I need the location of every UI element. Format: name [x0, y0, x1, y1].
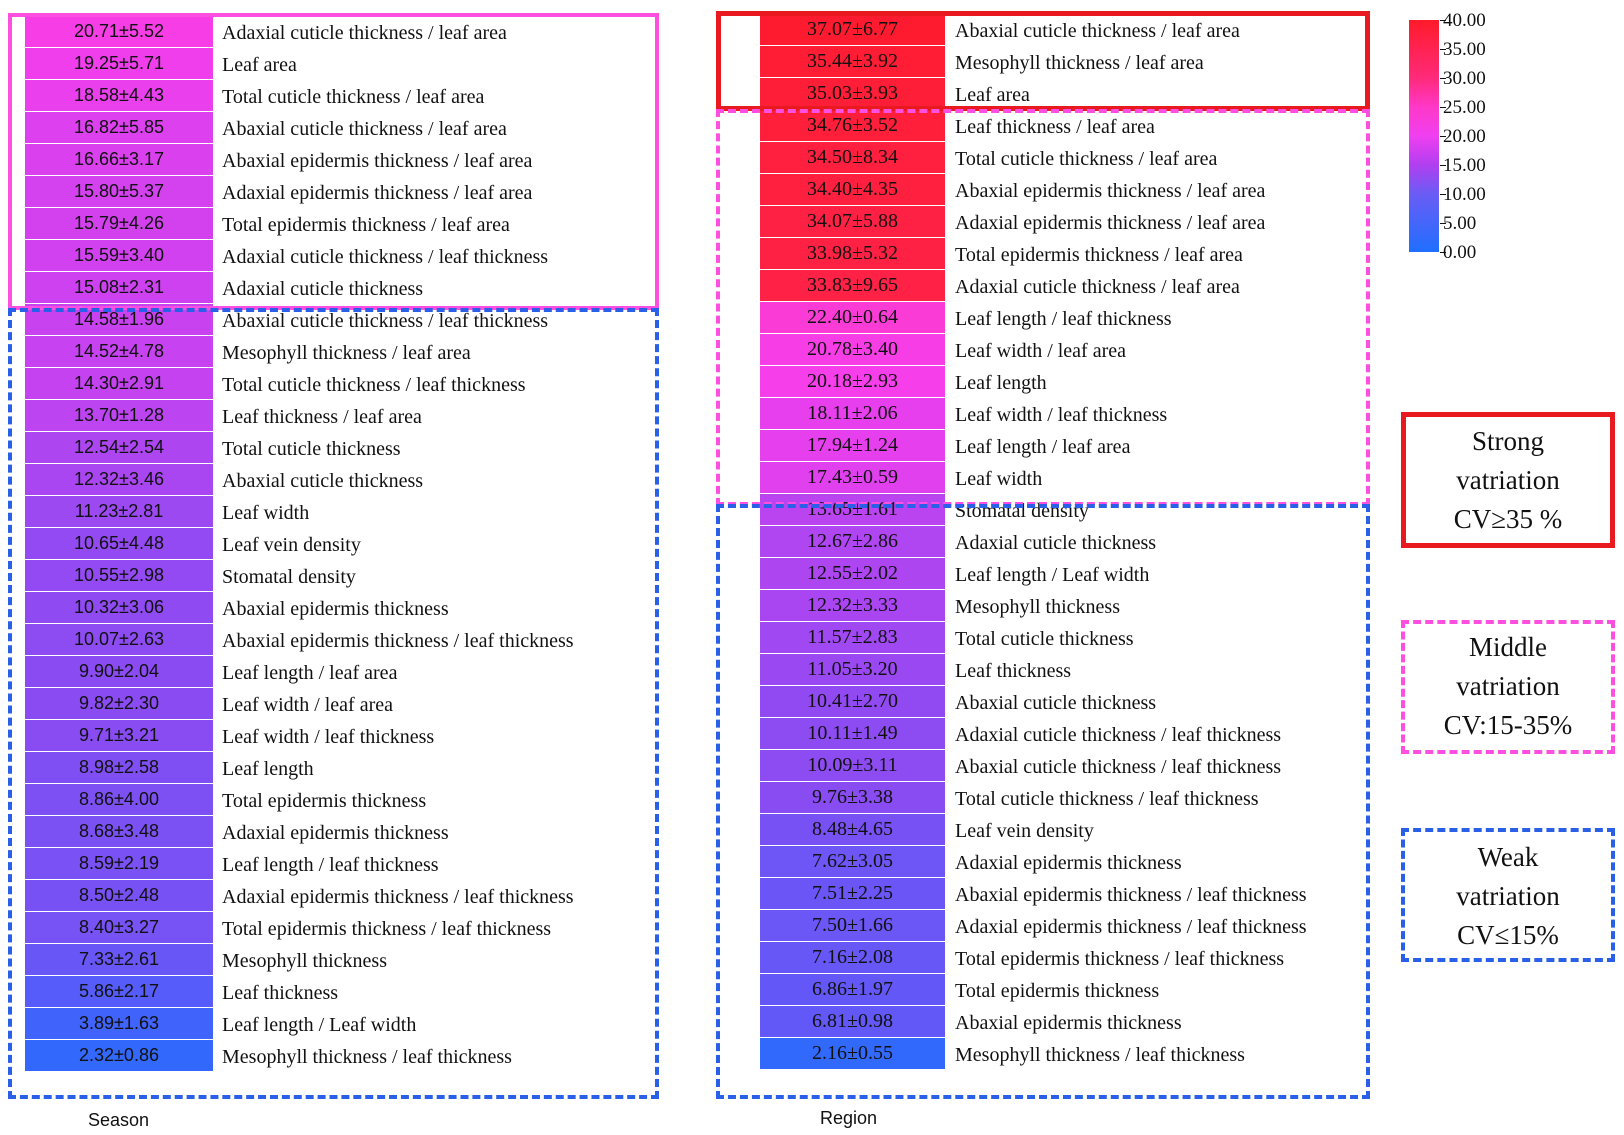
colorbar-tick-label: 0.00	[1443, 242, 1477, 263]
heatmap-row-label: Mesophyll thickness	[222, 950, 387, 972]
heatmap-cell: 8.40±3.27	[25, 912, 213, 944]
heatmap-row-label: Leaf length / leaf thickness	[955, 308, 1172, 330]
heatmap-cell: 37.07±6.77	[760, 14, 945, 46]
heatmap-cell: 8.48±4.65	[760, 814, 945, 846]
heatmap-cell: 2.16±0.55	[760, 1038, 945, 1070]
legend-middle-line-1: Middle	[1469, 632, 1547, 662]
heatmap-cell: 15.59±3.40	[25, 240, 213, 272]
heatmap-cell: 12.54±2.54	[25, 432, 213, 464]
heatmap-row-label: Adaxial cuticle thickness / leaf area	[955, 276, 1240, 298]
heatmap-cell: 10.65±4.48	[25, 528, 213, 560]
heatmap-row-label: Leaf vein density	[222, 534, 361, 556]
heatmap-row-label: Adaxial epidermis thickness	[222, 822, 449, 844]
heatmap-row-label: Adaxial epidermis thickness / leaf thickness	[222, 886, 574, 908]
heatmap-row-label: Leaf width / leaf thickness	[222, 726, 435, 748]
heatmap-row-label: Abaxial epidermis thickness / leaf thickness	[222, 630, 574, 652]
colorbar	[1409, 20, 1439, 252]
heatmap-cell: 12.67±2.86	[760, 526, 945, 558]
heatmap-row-label: Total cuticle thickness	[222, 438, 401, 460]
heatmap-cell: 13.65±1.61	[760, 494, 945, 526]
heatmap-cell: 10.07±2.63	[25, 624, 213, 656]
heatmap-row-label: Adaxial epidermis thickness	[955, 852, 1182, 874]
heatmap-cell: 10.41±2.70	[760, 686, 945, 718]
heatmap-row-label: Abaxial cuticle thickness	[222, 470, 424, 492]
legend-weak-line-3: CV≤15%	[1457, 920, 1559, 950]
heatmap-cell: 9.76±3.38	[760, 782, 945, 814]
legend-weak-text	[1406, 838, 1610, 955]
heatmap-row-label: Abaxial epidermis thickness	[955, 1012, 1182, 1034]
heatmap-row-label: Leaf width	[955, 468, 1043, 490]
heatmap-row-label: Abaxial cuticle thickness / leaf thickness	[955, 756, 1282, 778]
heatmap-cell: 16.82±5.85	[25, 112, 213, 144]
heatmap-row-label: Total epidermis thickness	[955, 980, 1160, 1002]
heatmap-row-label: Stomatal density	[955, 500, 1089, 522]
heatmap-cell: 17.43±0.59	[760, 462, 945, 494]
colorbar-tick-label: 10.00	[1443, 184, 1486, 205]
heatmap-cell: 18.58±4.43	[25, 80, 213, 112]
heatmap-row-label: Adaxial epidermis thickness / leaf area	[955, 212, 1266, 234]
heatmap-row-label: Abaxial cuticle thickness / leaf area	[222, 118, 507, 140]
heatmap-row-label: Leaf length / Leaf width	[222, 1014, 417, 1036]
heatmap-row-label: Mesophyll thickness / leaf thickness	[222, 1046, 512, 1068]
heatmap-cell: 14.30±2.91	[25, 368, 213, 400]
heatmap-cell: 15.80±5.37	[25, 176, 213, 208]
season-axis-label: Season	[88, 1110, 150, 1130]
heatmap-cell: 7.62±3.05	[760, 846, 945, 878]
heatmap-row-label: Leaf length / leaf area	[955, 436, 1131, 458]
heatmap-cell: 35.44±3.92	[760, 46, 945, 78]
legend-middle-line-2: vatriation	[1456, 671, 1560, 701]
heatmap-cell: 12.32±3.33	[760, 590, 945, 622]
heatmap-cell: 18.11±2.06	[760, 398, 945, 430]
heatmap-cell: 9.90±2.04	[25, 656, 213, 688]
heatmap-row-label: Mesophyll thickness	[955, 596, 1120, 618]
heatmap-row-label: Leaf thickness	[222, 982, 339, 1004]
heatmap-row-label: Total cuticle thickness / leaf area	[222, 86, 485, 108]
heatmap-cell: 15.08±2.31	[25, 272, 213, 304]
heatmap-row-label: Leaf length / Leaf width	[955, 564, 1150, 586]
heatmap-row-label: Leaf area	[222, 54, 297, 76]
heatmap-cell: 33.83±9.65	[760, 270, 945, 302]
heatmap-row-label: Total epidermis thickness / leaf thickness	[955, 948, 1285, 970]
heatmap-row-label: Leaf area	[955, 84, 1030, 106]
heatmap-cell: 14.58±1.96	[25, 304, 213, 336]
heatmap-cell: 8.68±3.48	[25, 816, 213, 848]
heatmap-row-label: Abaxial epidermis thickness / leaf area	[955, 180, 1266, 202]
heatmap-row-label: Adaxial cuticle thickness	[222, 278, 424, 300]
heatmap-row-label: Total epidermis thickness / leaf thickness	[222, 918, 552, 940]
heatmap-cell: 9.71±3.21	[25, 720, 213, 752]
heatmap-cell: 12.55±2.02	[760, 558, 945, 590]
heatmap-row-label: Adaxial cuticle thickness / leaf thickness	[955, 724, 1282, 746]
season-weak-variation-box	[8, 308, 659, 1099]
heatmap-cell: 10.09±3.11	[760, 750, 945, 782]
heatmap-row-label: Adaxial epidermis thickness / leaf thickness	[955, 916, 1307, 938]
heatmap-row-label: Total epidermis thickness / leaf area	[222, 214, 510, 236]
colorbar-tick-label: 15.00	[1443, 155, 1486, 176]
heatmap-cell: 34.50±8.34	[760, 142, 945, 174]
heatmap-row-label: Leaf thickness	[955, 660, 1072, 682]
heatmap-cell: 7.50±1.66	[760, 910, 945, 942]
heatmap-row-label: Leaf width / leaf area	[222, 694, 394, 716]
heatmap-cell: 6.86±1.97	[760, 974, 945, 1006]
heatmap-row-label: Total cuticle thickness / leaf thickness	[955, 788, 1259, 810]
legend-middle-text	[1406, 628, 1610, 745]
heatmap-row-label: Leaf width / leaf thickness	[955, 404, 1168, 426]
heatmap-cell: 17.94±1.24	[760, 430, 945, 462]
heatmap-cell: 34.76±3.52	[760, 110, 945, 142]
legend-weak-line-1: Weak	[1477, 842, 1539, 872]
heatmap-cell: 10.11±1.49	[760, 718, 945, 750]
heatmap-row-label: Total epidermis thickness	[222, 790, 427, 812]
heatmap-row-label: Stomatal density	[222, 566, 356, 588]
heatmap-row-label: Leaf width	[222, 502, 310, 524]
region-strong-variation-box	[716, 11, 1370, 111]
heatmap-row-label: Leaf length	[222, 758, 314, 780]
heatmap-cell: 10.32±3.06	[25, 592, 213, 624]
heatmap-cell: 11.05±3.20	[760, 654, 945, 686]
heatmap-row-label: Mesophyll thickness / leaf area	[955, 52, 1204, 74]
heatmap-row-label: Total cuticle thickness / leaf thickness	[222, 374, 526, 396]
colorbar-tick-label: 30.00	[1443, 68, 1486, 89]
heatmap-row-label: Adaxial cuticle thickness / leaf area	[222, 22, 507, 44]
region-axis-label: Region	[820, 1108, 878, 1128]
region-weak-variation-box	[716, 504, 1370, 1099]
heatmap-cell: 14.52±4.78	[25, 336, 213, 368]
heatmap-cell: 34.40±4.35	[760, 174, 945, 206]
heatmap-cell: 20.78±3.40	[760, 334, 945, 366]
heatmap-row-label: Adaxial cuticle thickness	[955, 532, 1157, 554]
heatmap-cell: 5.86±2.17	[25, 976, 213, 1008]
heatmap-cell: 8.59±2.19	[25, 848, 213, 880]
heatmap-row-label: Leaf width / leaf area	[955, 340, 1127, 362]
heatmap-row-label: Abaxial cuticle thickness / leaf thickness	[222, 310, 549, 332]
heatmap-row-label: Total epidermis thickness / leaf area	[955, 244, 1243, 266]
colorbar-tick-label: 40.00	[1443, 10, 1486, 31]
legend-strong-line-3: CV≥35 %	[1453, 504, 1563, 534]
colorbar-tick-label: 25.00	[1443, 97, 1486, 118]
heatmap-row-label: Abaxial epidermis thickness / leaf thickness	[955, 884, 1307, 906]
region-middle-variation-box	[716, 109, 1370, 506]
heatmap-cell: 34.07±5.88	[760, 206, 945, 238]
season-middle-variation-box	[8, 13, 659, 310]
heatmap-row-label: Leaf length	[955, 372, 1047, 394]
heatmap-cell: 22.40±0.64	[760, 302, 945, 334]
heatmap-row-label: Leaf length / leaf thickness	[222, 854, 439, 876]
heatmap-cell: 12.32±3.46	[25, 464, 213, 496]
heatmap-row-label: Abaxial cuticle thickness / leaf area	[955, 20, 1240, 42]
colorbar-tick-label: 5.00	[1443, 213, 1477, 234]
heatmap-cell: 3.89±1.63	[25, 1008, 213, 1040]
colorbar-tick-label: 20.00	[1443, 126, 1486, 147]
heatmap-cell: 16.66±3.17	[25, 144, 213, 176]
heatmap-cell: 33.98±5.32	[760, 238, 945, 270]
legend-middle-line-3: CV:15-35%	[1443, 710, 1573, 740]
heatmap-cell: 7.16±2.08	[760, 942, 945, 974]
heatmap-row-label: Abaxial epidermis thickness / leaf area	[222, 150, 533, 172]
heatmap-row-label: Total cuticle thickness	[955, 628, 1134, 650]
legend-weak-line-2: vatriation	[1456, 881, 1560, 911]
heatmap-row-label: Abaxial epidermis thickness	[222, 598, 449, 620]
heatmap-cell: 6.81±0.98	[760, 1006, 945, 1038]
heatmap-cell: 10.55±2.98	[25, 560, 213, 592]
legend-strong-text	[1406, 422, 1610, 539]
heatmap-cell: 8.98±2.58	[25, 752, 213, 784]
heatmap-cell: 20.18±2.93	[760, 366, 945, 398]
heatmap-cell: 20.71±5.52	[25, 16, 213, 48]
heatmap-cell: 7.33±2.61	[25, 944, 213, 976]
heatmap-row-label: Total cuticle thickness / leaf area	[955, 148, 1218, 170]
heatmap-cell: 8.86±4.00	[25, 784, 213, 816]
heatmap-row-label: Mesophyll thickness / leaf thickness	[955, 1044, 1245, 1066]
heatmap-cell: 8.50±2.48	[25, 880, 213, 912]
heatmap-cell: 7.51±2.25	[760, 878, 945, 910]
heatmap-cell: 19.25±5.71	[25, 48, 213, 80]
heatmap-cell: 15.79±4.26	[25, 208, 213, 240]
heatmap-cell: 13.70±1.28	[25, 400, 213, 432]
heatmap-row-label: Adaxial cuticle thickness / leaf thickness	[222, 246, 549, 268]
heatmap-row-label: Adaxial epidermis thickness / leaf area	[222, 182, 533, 204]
heatmap-row-label: Leaf length / leaf area	[222, 662, 398, 684]
legend-strong-line-2: vatriation	[1456, 465, 1560, 495]
legend-strong-line-1: Strong	[1471, 426, 1544, 456]
colorbar-tick-label: 35.00	[1443, 39, 1486, 60]
heatmap-row-label: Abaxial cuticle thickness	[955, 692, 1157, 714]
heatmap-cell: 11.57±2.83	[760, 622, 945, 654]
heatmap-row-label: Leaf vein density	[955, 820, 1094, 842]
heatmap-row-label: Leaf thickness / leaf area	[222, 406, 422, 428]
heatmap-cell: 35.03±3.93	[760, 78, 945, 110]
heatmap-row-label: Mesophyll thickness / leaf area	[222, 342, 471, 364]
heatmap-cell: 2.32±0.86	[25, 1040, 213, 1072]
heatmap-row-label: Leaf thickness / leaf area	[955, 116, 1155, 138]
heatmap-cell: 9.82±2.30	[25, 688, 213, 720]
heatmap-cell: 11.23±2.81	[25, 496, 213, 528]
